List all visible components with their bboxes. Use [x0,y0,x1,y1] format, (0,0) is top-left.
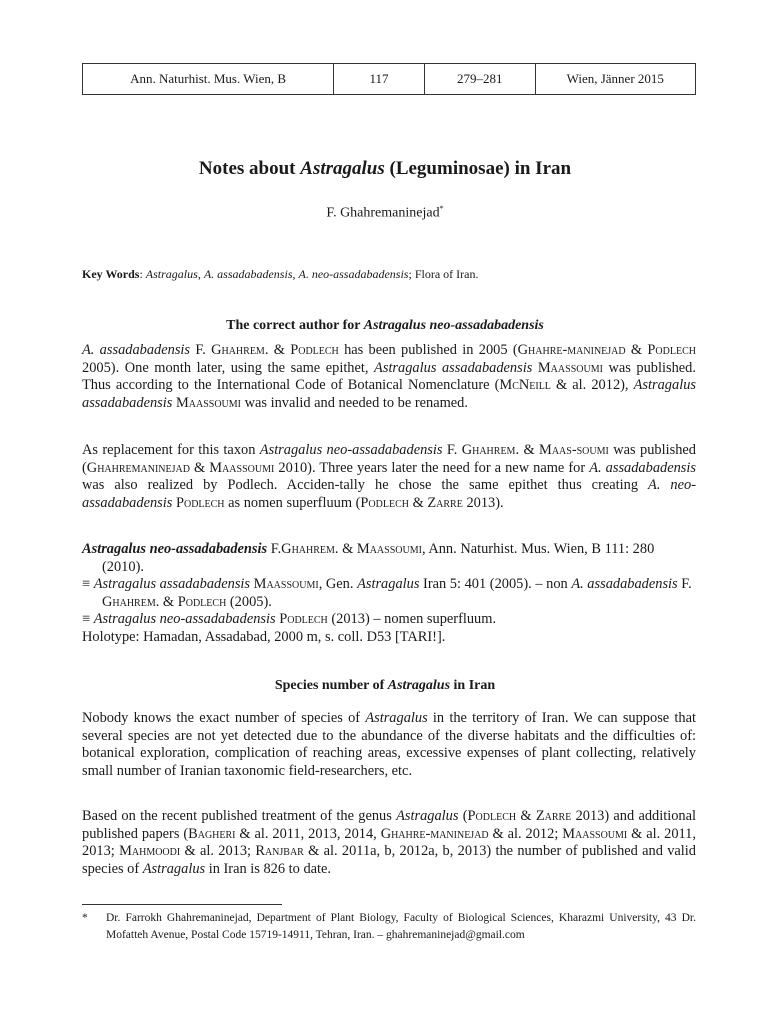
text-run: in Iran is 826 to date. [205,860,332,877]
text-run: & al. 2011, 2013, 2014, [235,825,381,842]
text-run: & al. 2012; [488,825,563,842]
author-name-smallcaps: Podlech [177,593,227,610]
text-run: . & [334,541,357,557]
author-name-smallcaps: Podlech [290,342,339,358]
text-run: As replacement for this taxon [82,442,260,458]
author-name-smallcaps: Ghahrem [281,541,335,557]
paper-title [0,158,770,180]
text-run: was invalid and needed to be renamed. [241,394,468,411]
italic-text: A. assadabadensis [82,342,191,358]
keywords-sep: , [292,267,299,281]
author-name-smallcaps: Maassoumi [562,825,628,842]
section2-heading-text: Species number of [274,678,388,693]
author-name-smallcaps: Ranjbar [255,843,304,860]
author-name-smallcaps: Maassoumi [209,459,275,476]
section2-heading-taxon: Astragalus [387,678,451,693]
text-run: ( [458,808,468,824]
text-run: (2013) – nomen superfluum. [327,611,497,628]
keywords-sep: , [197,267,204,281]
keyword-1: Astragalus [145,267,198,281]
author-name-smallcaps: Maassoumi [175,394,241,411]
section2-heading [0,678,770,694]
footnote-text: Dr. Farrokh Ghahremaninejad, Department of Plant Biology, Faculty of Biological Sciences, Kharazmi University, 43 Dr. Mofatteh Avenue, Postal Code 15719-14911, Tehran, Iran. – ghahremaninejad@gmail.com [106,912,696,941]
synonymy-block [82,541,696,647]
journal-name: Ann. Naturhist. Mus. Wien, B [83,64,334,94]
journal-volume: 117 [334,64,425,94]
italic-text: A. neo-assadabadensis [82,477,696,511]
text-run: . & [515,442,540,458]
keywords-label: Key Words [82,267,140,281]
author-name-smallcaps: McNeill [499,377,551,394]
text-run: ≡ [82,576,94,593]
section1-paragraph-2 [82,442,696,512]
text-run: as nomen superfluum ( [224,494,361,511]
text-run: . & [155,593,178,610]
keywords-sep: : [139,267,146,281]
title-post: (Leguminosae) in Iran [384,158,572,179]
italic-text: Astragalus assadabadensis [374,359,533,376]
text-run: was published ( [82,442,696,476]
italic-text: Astragalus [142,860,206,877]
author-name-smallcaps: Podlech [467,808,517,824]
author-name-smallcaps: Podlech [279,611,328,628]
journal-pages: 279–281 [425,64,536,94]
author-name-smallcaps: Maassoumi [356,541,422,557]
synonym-accepted [82,541,696,576]
author-name-smallcaps: Bagheri [188,825,236,842]
italic-text: Astragalus neo-assadabadensis [259,442,443,458]
text-run: 2005). One month later, using the same epithet, [82,359,375,376]
text-run: & [516,808,536,824]
author-name-smallcaps: Podlech [175,494,225,511]
synonym-homotypic-1 [82,576,696,611]
text-run: F. [677,576,692,593]
text-run: 2010). Three years later the need for a new name for [274,459,590,476]
text-run: & al. 2012), [550,377,634,394]
footnote-mark: * [82,912,88,924]
text-run: ≡ [82,611,94,628]
author-name-smallcaps: Ghahrem [102,593,156,610]
text-run: , Ann. Naturhist. Mus. Wien, B 111: 280 (2010). [102,541,655,575]
journal-place-date: Wien, Jänner 2015 [566,71,664,86]
text-run: 2013) and additional published papers ( [82,808,697,842]
text-run: Based on the recent published treatment of the genus [82,808,397,824]
section1-heading [0,318,770,334]
text-run: was also realized by Podlech. Acciden-tally he chose the same epithet thus creating [82,477,649,494]
author-line [0,204,770,222]
keyword-3: A. neo-assadabadensis [298,267,409,281]
text-run: (2005). [226,593,272,610]
author-name-smallcaps: Ghahremaninejad [86,459,190,476]
keywords-tail: ; Flora of Iran. [408,267,479,281]
section2-paragraph-1 [82,710,696,780]
text-run: . & [264,342,291,358]
text-run: Iran 5: 401 (2005). – non [419,576,572,593]
keyword-2: A. assadabadensis [203,267,293,281]
footnote [82,910,696,944]
title-pre: Notes about [198,158,301,179]
author-name-smallcaps: Podlech [647,342,696,358]
text-run: & [408,494,428,511]
text-run: & al. 2011a, b, 2012a, b, 2013) the number of published and valid species of [82,843,696,877]
text-run: & al. 2013; [180,843,256,860]
text-run: F. [442,442,462,458]
section2-paragraph-2 [82,808,696,878]
section1-heading-text: The correct author for [226,318,364,333]
title-genus: Astragalus [300,158,385,179]
author-name-smallcaps: Maassoumi [253,576,319,593]
taxon-name-bold: Astragalus neo-assadabadensis [82,541,268,557]
text-run: has been published in 2005 ( [338,342,518,358]
keywords-line [82,267,696,282]
journal-header-table [82,63,696,95]
holotype-line: Holotype: Hamadan, Assadabad, 2000 m, s. coll. D53 [TARI!]. [82,628,446,645]
author-name-smallcaps: Zarre [535,808,572,824]
italic-text: Astragalus assadabadensis [82,377,696,411]
author-name-smallcaps: Maas-soumi [539,442,609,458]
author-name-smallcaps: Podlech [360,494,409,511]
author-name-smallcaps: Ghahre-maninejad [517,342,626,358]
section2-heading-tail: in Iran [450,678,496,693]
text-run: , Gen. [318,576,358,593]
text-run: was published. Thus according to the International Code of Botanical Nomenclature ( [82,359,696,394]
italic-text: Astragalus [396,808,459,824]
italic-text: Astragalus [357,576,420,593]
author-name-smallcaps: Mahmoodi [119,843,181,860]
author-name-smallcaps: Maassoumi [537,359,603,376]
text-run: in the territory of Iran. We can suppose that several species are not yet detected due to the abundance of the diverse habitats and the difficulties of: botanical exploration, complication of reaching areas, excessive expenses of plant collecting, relatively small number of Iranian taxonomic field-researchers, etc. [82,710,697,779]
italic-text: A. assadabadensis [571,576,678,593]
author-name-smallcaps: Ghahrem [211,342,265,358]
footnote-rule [82,904,282,905]
section1-paragraph-1 [82,342,696,412]
author-name: F. Ghahremaninejad [326,205,440,221]
text-run: F. [190,342,212,358]
text-run: & [625,342,648,358]
section1-heading-taxon: Astragalus neo-assadabadensis [363,318,544,333]
text-run: F. [267,541,282,557]
text-run: 2013). [462,494,504,511]
author-name-smallcaps: Ghahre-maninejad [380,825,489,842]
text-run: Nobody knows the exact number of species of [82,710,366,726]
italic-text: Astragalus [365,710,428,726]
italic-text: Astragalus assadabadensis [93,576,251,593]
italic-text: A. assadabadensis [589,459,696,476]
text-run: & [189,459,210,476]
author-footnote-mark: * [439,204,444,213]
author-name-smallcaps: Zarre [427,494,463,511]
italic-text: Astragalus neo-assadabadensis [93,611,276,628]
synonym-homotypic-2 [82,611,696,629]
author-name-smallcaps: Ghahrem [461,442,516,458]
text-run: & al. 2011, 2013; [82,825,696,860]
